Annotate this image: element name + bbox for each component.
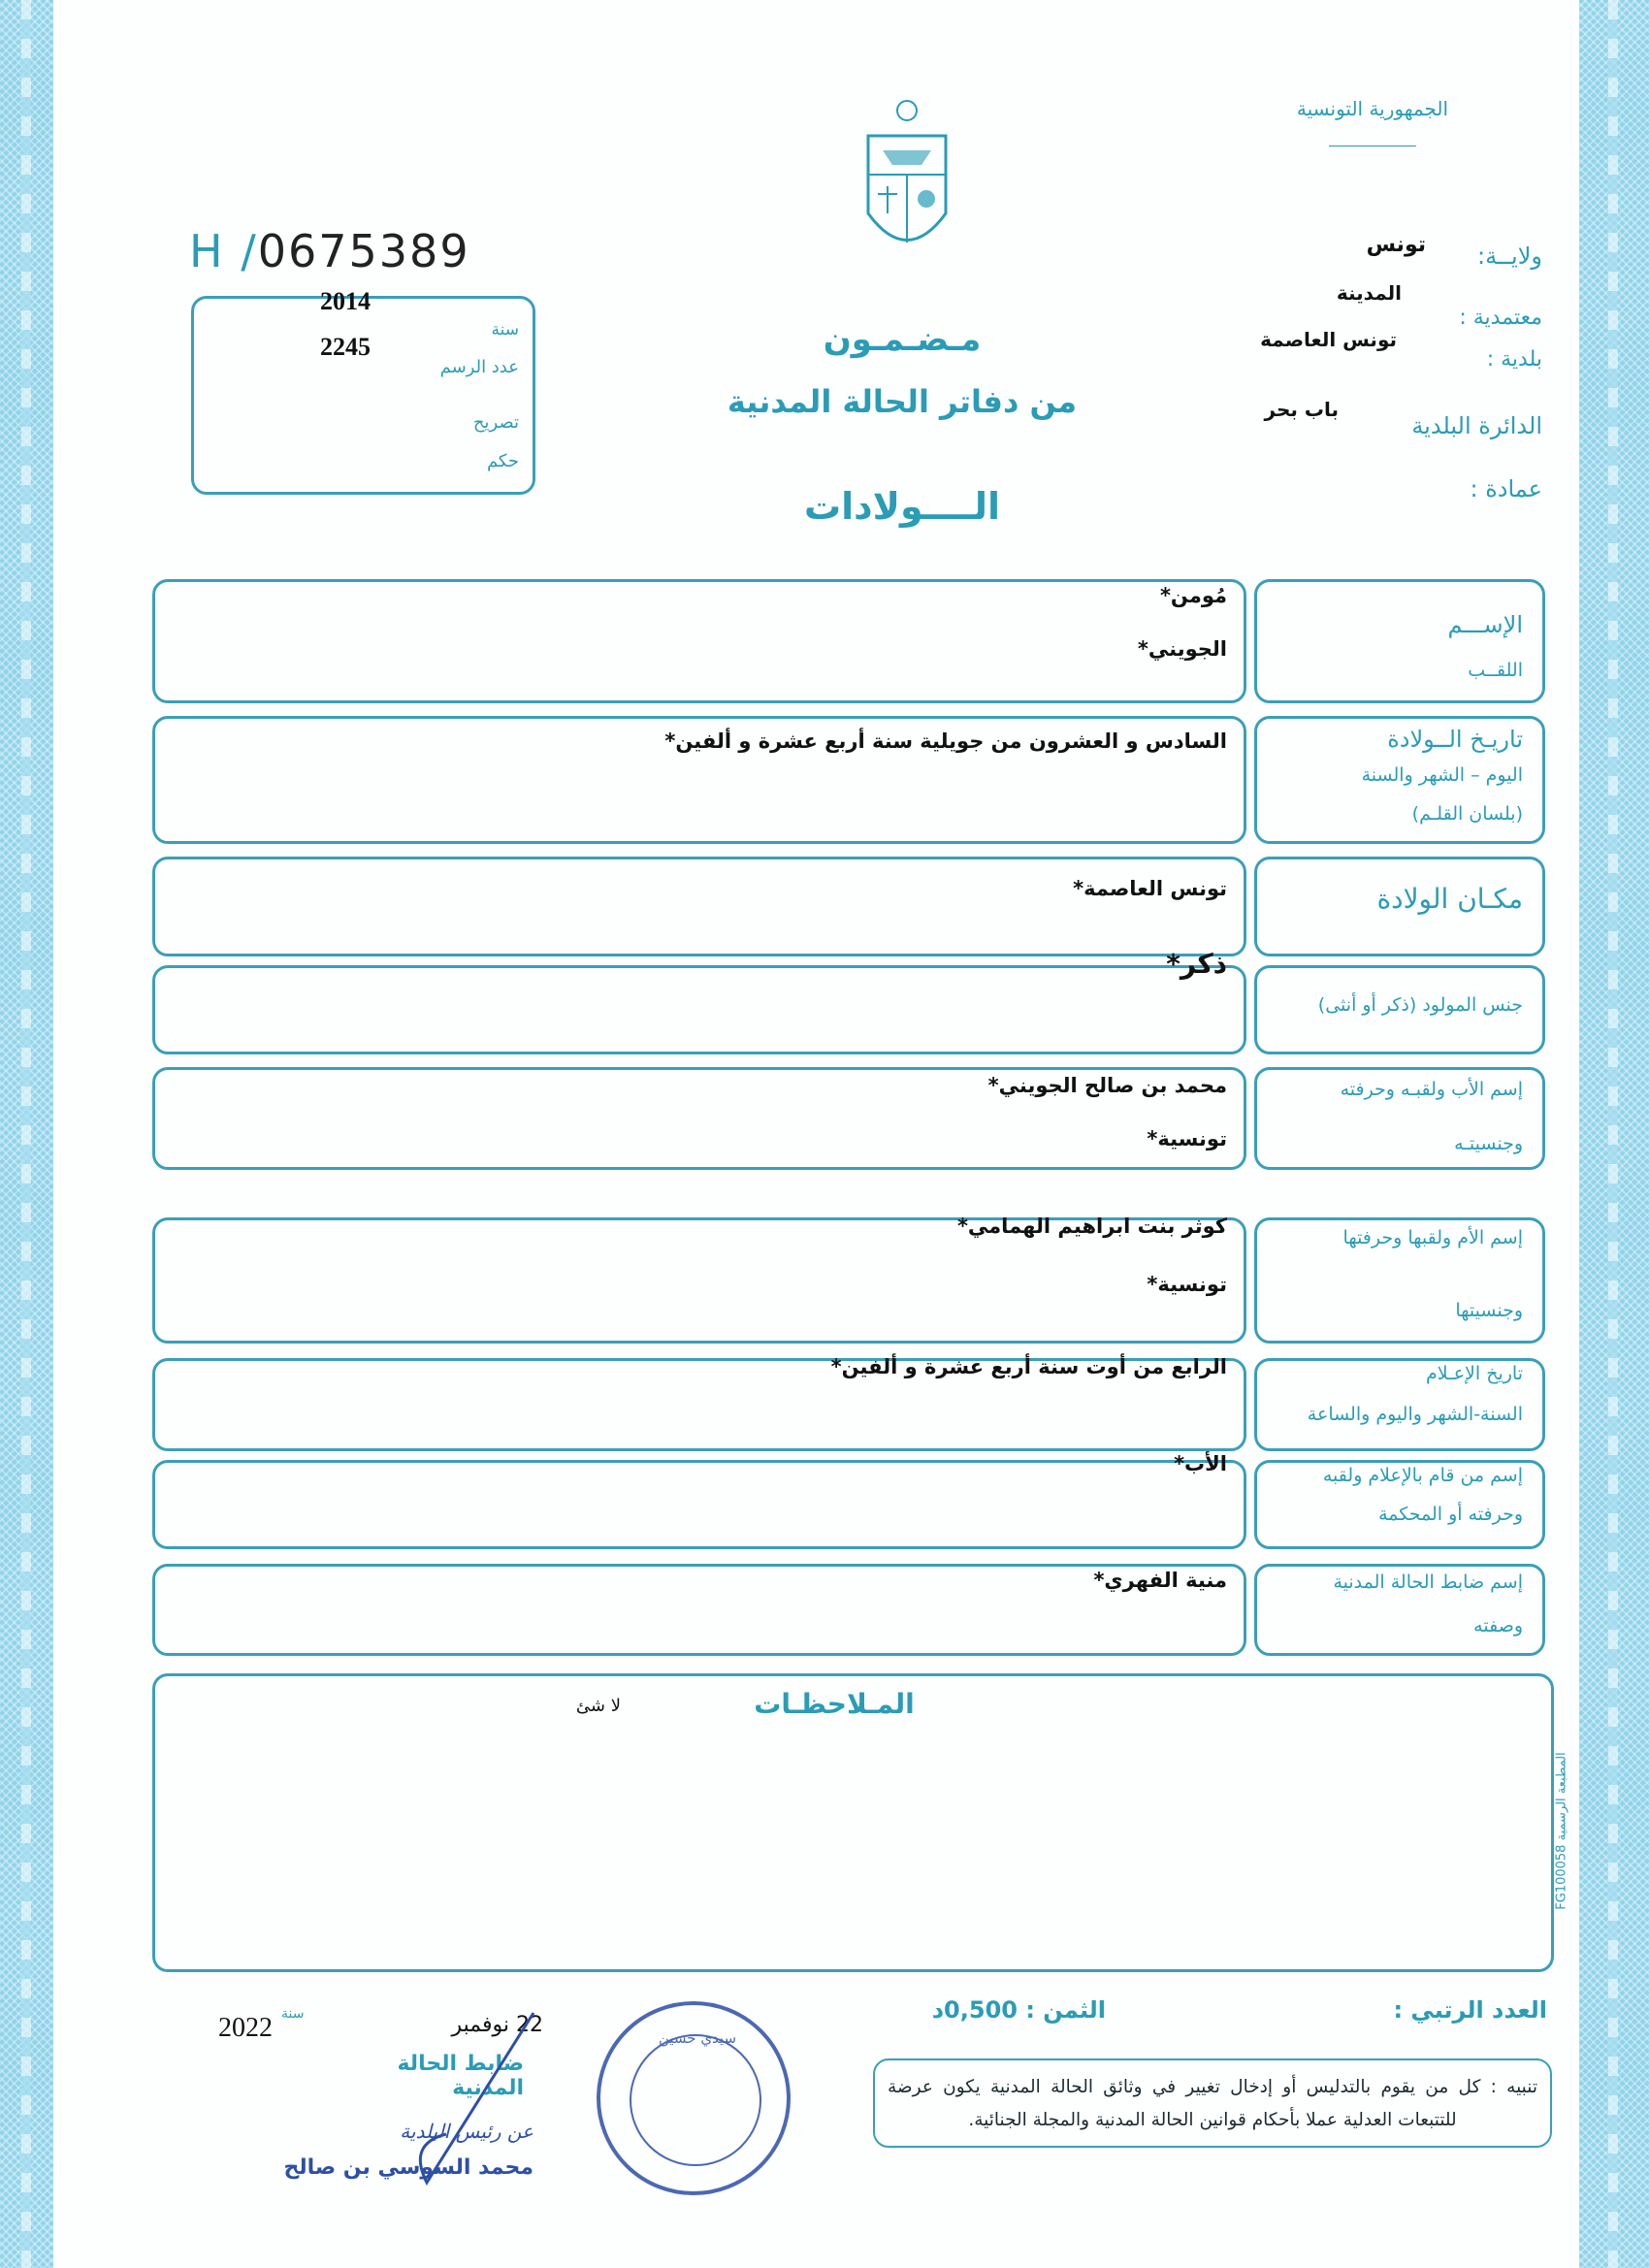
district-value: باب بحر (1264, 398, 1339, 421)
field-label: وصفته (1473, 1615, 1523, 1636)
issue-year-label: سنة (281, 2006, 305, 2022)
judgment-label: حكم (486, 451, 519, 471)
field-label: مكـان الولادة (1376, 883, 1523, 915)
registry-year-label: سنة (491, 320, 519, 340)
field-label: السنة-الشهر واليوم والساعة (1307, 1404, 1523, 1425)
field-label: تاريـخ الــولادة (1387, 726, 1523, 753)
field-label: اللقــب (1468, 660, 1523, 681)
price-label: الثمن : 0,500د (931, 1996, 1106, 2024)
field-label: إسم ضابط الحالة المدنية (1333, 1571, 1523, 1593)
field-value: محمد بن صالح الجويني* (987, 1074, 1227, 1097)
security-border-left (0, 0, 53, 2268)
governorate-value: تونس (1366, 233, 1426, 257)
field-label: إسم الأم ولقبها وحرفتها (1342, 1227, 1523, 1248)
serial-value: 0675389 (257, 225, 470, 277)
field-label-box (1254, 579, 1545, 703)
field-label: اليوم – الشهر والسنة (1361, 764, 1523, 786)
sector-label: عمادة : (1470, 475, 1542, 502)
serial-number (189, 225, 470, 277)
act-number-value: 2245 (320, 333, 371, 361)
delegation-value: المدينة (1336, 281, 1402, 305)
field-value: تونسية* (1147, 1273, 1227, 1296)
serial-prefix: H / (189, 225, 258, 277)
field-label: وحرفته أو المحكمة (1378, 1504, 1523, 1525)
field-label: تاريخ الإعـلام (1426, 1363, 1523, 1384)
field-label: (بلسان القلـم) (1411, 803, 1523, 825)
field-value: منية الفهري* (1093, 1569, 1227, 1592)
coat-of-arms-emblem (854, 97, 960, 267)
field-label: الإســـم (1447, 611, 1523, 638)
field-value: الرابع من أوت سنة أربع عشرة و ألفين* (830, 1355, 1227, 1378)
field-label: وجنسيتها (1455, 1300, 1523, 1321)
field-value: الأب* (1174, 1452, 1227, 1475)
field-value: تونسية* (1147, 1127, 1227, 1150)
official-stamp (597, 2001, 791, 2195)
legal-notice: تنبيه : كل من يقوم بالتدليس أو إدخال تغيير في وثائق الحالة المدنية يكون عرضة للتتبعات العدلية عملا بأحكام قوانين الحالة المدنية والمجلة الجنائية. (888, 2077, 1537, 2130)
document-title: مـضـمـون (823, 320, 982, 359)
field-label: جنس المولود (ذكر أو أنثى) (1317, 994, 1523, 1016)
field-value: تونس العاصمة* (1073, 877, 1227, 900)
signature-stamp-line2: محمد السوسي بن صالح (283, 2155, 534, 2180)
republic-label: الجمهورية التونسية (1296, 97, 1449, 120)
issue-date-value: 22 نوفمبر (451, 2013, 543, 2037)
signature-stamp-line1: عن رئيس البلدية (400, 2120, 534, 2143)
security-border-right (1579, 0, 1649, 2268)
field-label: وجنسيتـه (1454, 1133, 1523, 1154)
municipality-label: بلدية : (1486, 347, 1542, 372)
serial-order-label: العدد الرتبي : (1393, 1996, 1547, 2024)
field-label: إسم الأب ولقبـه وحرفته (1340, 1079, 1523, 1100)
issue-year-value: 2022 (218, 2013, 273, 2043)
stamp-text: سيدي حسين (658, 2029, 737, 2047)
delegation-label: معتمدية : (1459, 306, 1542, 330)
field-value: السادس و العشرون من جويلية سنة أربع عشرة و ألفين* (664, 729, 1227, 753)
remarks-label: المـلاحظـات (754, 1688, 915, 1720)
municipality-value: تونس العاصمة (1260, 328, 1397, 351)
field-value: الجويني* (1137, 637, 1227, 661)
governorate-label: ولايــة: (1477, 243, 1542, 270)
field-label: إسم من قام بالإعلام ولقبه (1322, 1465, 1523, 1486)
document-subtitle: من دفاتر الحالة المدنية (727, 383, 1078, 420)
field-value: كوثر بنت ابراهيم الهمامي* (956, 1215, 1227, 1238)
section-title: الــــولادات (803, 485, 1001, 528)
remarks-value: لا شئ (575, 1696, 621, 1716)
signature-stroke (369, 1998, 563, 2192)
act-number-label: عدد الرسم (439, 357, 519, 377)
declaration-label: تصريح (472, 412, 519, 433)
district-label: الدائرة البلدية (1411, 412, 1542, 439)
field-value: ذكر* (1166, 948, 1227, 980)
field-value: مُومن* (1159, 584, 1227, 607)
printer-imprint: المطبعة الرسمية FG100058 (1554, 1752, 1569, 1910)
officer-title: ضابط الحالة المدنية (397, 2052, 524, 2100)
registry-year-value: 2014 (320, 287, 371, 315)
